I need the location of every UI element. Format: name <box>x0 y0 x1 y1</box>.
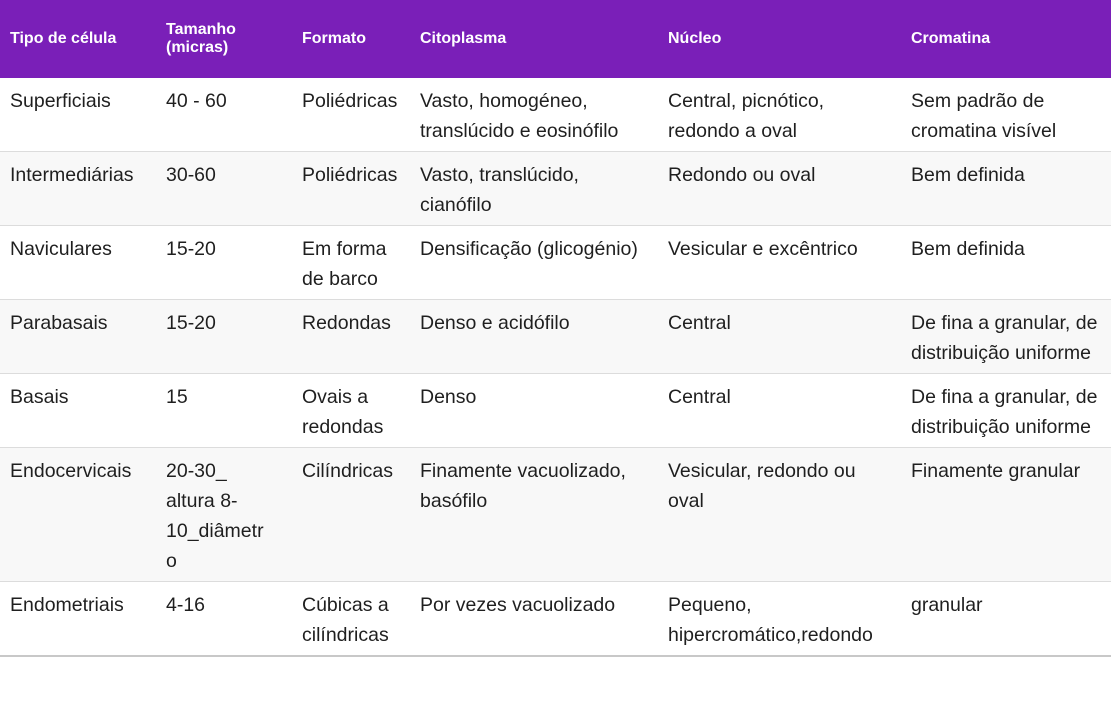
cell-citoplasma: Finamente vacuolizado, basófilo <box>420 460 626 512</box>
cell-citoplasma: Vasto, homogéneo, translúcido e eosinófilo <box>420 90 619 142</box>
table-row <box>0 226 1111 300</box>
cell-tamanho: 15-20 <box>166 312 216 334</box>
cell-tipo: Endocervicais <box>10 460 132 482</box>
cell-tipo: Naviculares <box>10 238 112 260</box>
cell-nucleo: Redondo ou oval <box>668 164 816 186</box>
table-row <box>0 374 1111 448</box>
header-tamanho-label: Tamanho (micras) <box>166 21 236 56</box>
cell-tipo: Endometriais <box>10 594 124 616</box>
cell-formato: Redondas <box>302 312 391 334</box>
cell-tipo: Intermediárias <box>10 164 134 186</box>
cell-nucleo: Pequeno, hipercromático,redondo <box>668 594 873 646</box>
cell-tamanho: 30-60 <box>166 164 216 186</box>
cell-formato: Em forma de barco <box>302 238 387 290</box>
header-citoplasma: Citoplasma <box>420 30 507 47</box>
cell-nucleo: Vesicular e excêntrico <box>668 238 858 260</box>
cell-citoplasma: Densificação (glicogénio) <box>420 238 638 260</box>
cell-tipo: Superficiais <box>10 90 111 112</box>
cell-citoplasma: Denso <box>420 386 477 408</box>
cell-formato: Poliédricas <box>302 164 398 186</box>
cell-formato: Cúbicas a cilíndricas <box>302 594 389 646</box>
cell-tamanho: 40 - 60 <box>166 90 227 112</box>
cell-nucleo: Vesicular, redondo ou oval <box>668 460 856 512</box>
header-tamanho <box>156 0 292 78</box>
table-row <box>0 152 1111 226</box>
cell-nucleo: Central <box>668 386 731 408</box>
cell-cromatina: De fina a granular, de distribuição uniforme <box>911 386 1098 438</box>
cell-formato: Cilíndricas <box>302 460 394 482</box>
header-nucleo: Núcleo <box>668 30 722 47</box>
table-row <box>0 300 1111 374</box>
cell-citoplasma: Por vezes vacuolizado <box>420 594 616 616</box>
table-row <box>0 582 1111 657</box>
cell-cromatina: Bem definida <box>911 164 1025 186</box>
cell-cromatina: Bem definida <box>911 238 1025 260</box>
cell-tamanho: 4-16 <box>166 594 206 616</box>
cell-formato: Poliédricas <box>302 90 398 112</box>
header-tipo-de-celula: Tipo de célula <box>10 30 117 47</box>
table-body <box>0 78 1111 656</box>
cell-formato: Ovais a redondas <box>302 386 384 438</box>
cell-citoplasma: Vasto, translúcido, cianófilo <box>420 164 579 216</box>
cell-tipo: Basais <box>10 386 69 408</box>
cell-cromatina: Finamente granular <box>911 460 1081 482</box>
cell-citoplasma: Denso e acidófilo <box>420 312 570 334</box>
cell-nucleo: Central, picnótico, redondo a oval <box>668 90 825 142</box>
cell-tamanho: 15-20 <box>166 238 216 260</box>
cell-cromatina: De fina a granular, de distribuição uniforme <box>911 312 1098 364</box>
header-cromatina: Cromatina <box>911 30 991 47</box>
cell-tamanho: 20-30_ altura 8- 10_diâmetro <box>166 460 264 572</box>
table-row <box>0 448 1111 582</box>
cell-cromatina: Sem padrão de cromatina visível <box>911 90 1057 142</box>
table-row <box>0 78 1111 152</box>
header-formato: Formato <box>302 30 366 47</box>
table-header <box>0 0 1111 78</box>
cell-cromatina: granular <box>911 594 983 616</box>
header-row <box>0 0 1111 78</box>
cell-tamanho: 15 <box>166 386 188 408</box>
cell-nucleo: Central <box>668 312 731 334</box>
cell-tipo: Parabasais <box>10 312 108 334</box>
